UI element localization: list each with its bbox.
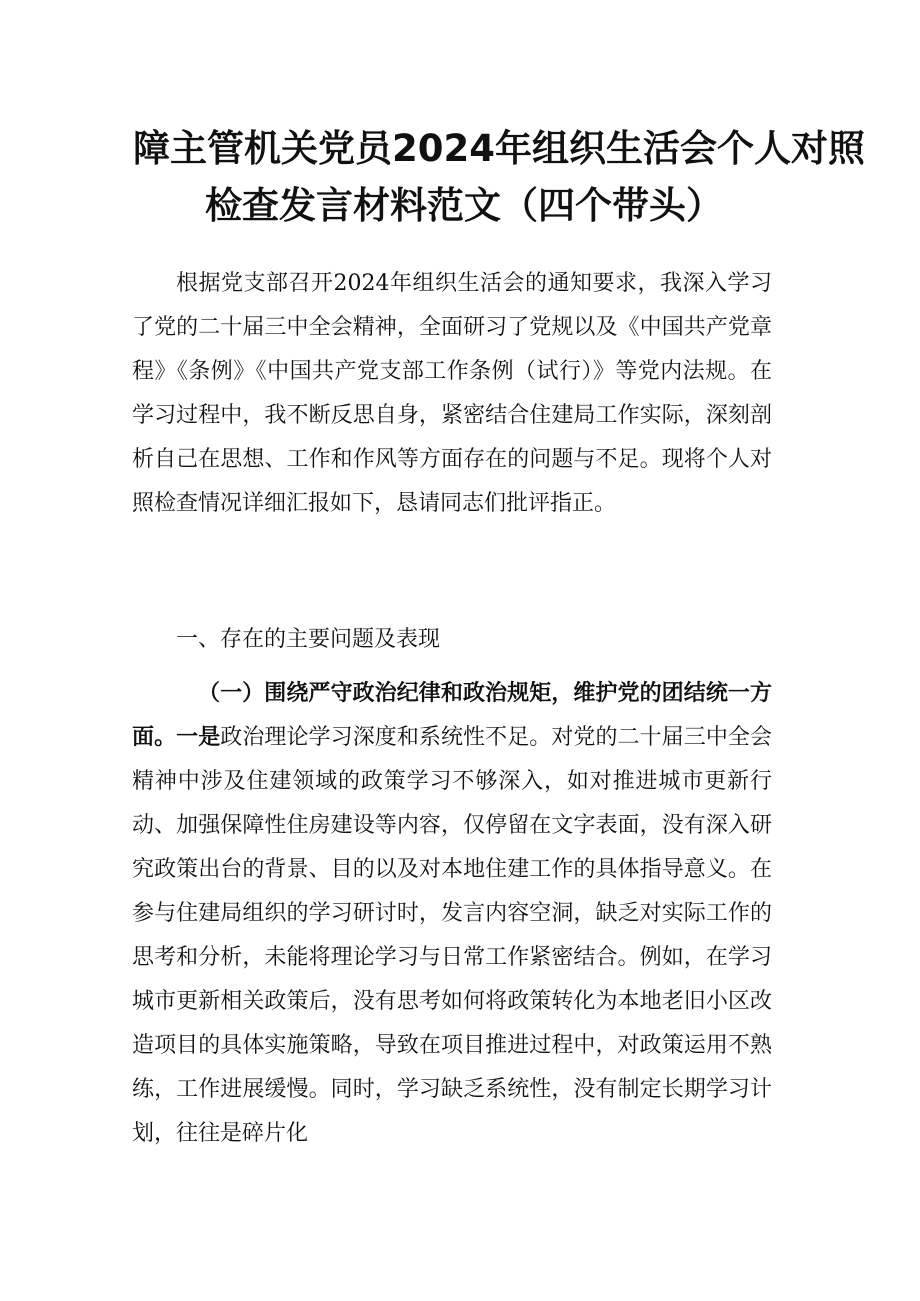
point-label: 一是 — [176, 725, 221, 750]
subsection-title: （一）围绕严守政治纪律和政治规矩，维护党的团结统一方面。 — [132, 681, 772, 750]
document-title-line-2: 检查发言材料范文（四个带头） — [205, 184, 723, 227]
intro-paragraph: 根据党支部召开2024年组织生活会的通知要求，我深入学习了党的二十届三中全会精神，全面研习了党规以及《中国共产党章程》《条例》《中国共产党支部工作条例（试行）》等党内法规。在学习过程中，我不断反思自身，紧密结合住建局工作实际，深刻剖析自己在思想、工作和作风等方面存在的问题与不足。现将个人对照检查情况详细汇报如下，恳请同志们批评指正。 — [132, 271, 772, 516]
subsection-paragraph — [132, 672, 772, 1156]
point-text: 政治理论学习深度和系统性不足。对党的二十届三中全会精神中涉及住建领域的政策学习不够深入，如对推进城市更新行动、加强保障性住房建设等内容，仅停留在文字表面，没有深入研究政策出台的背景、目的以及对本地住建工作的具体指导意义。在参与住建局组织的学习研讨时，发言内容空洞，缺乏对实际工作的思考和分析，未能将理论学习与日常工作紧密结合。例如，在学习城市更新相关政策后，没有思考如何将政策转化为本地老旧小区改造项目的具体实施策略，导致在项目推进过程中，对政策运用不熟练，工作进展缓慢。同时，学习缺乏系统性，没有制定长期学习计划，往往是碎片化 — [132, 725, 772, 1146]
section-heading: 一、存在的主要问题及表现 — [176, 627, 441, 652]
document-title-line-1: 障主管机关党员2024年组织生活会个人对照 — [133, 127, 865, 170]
